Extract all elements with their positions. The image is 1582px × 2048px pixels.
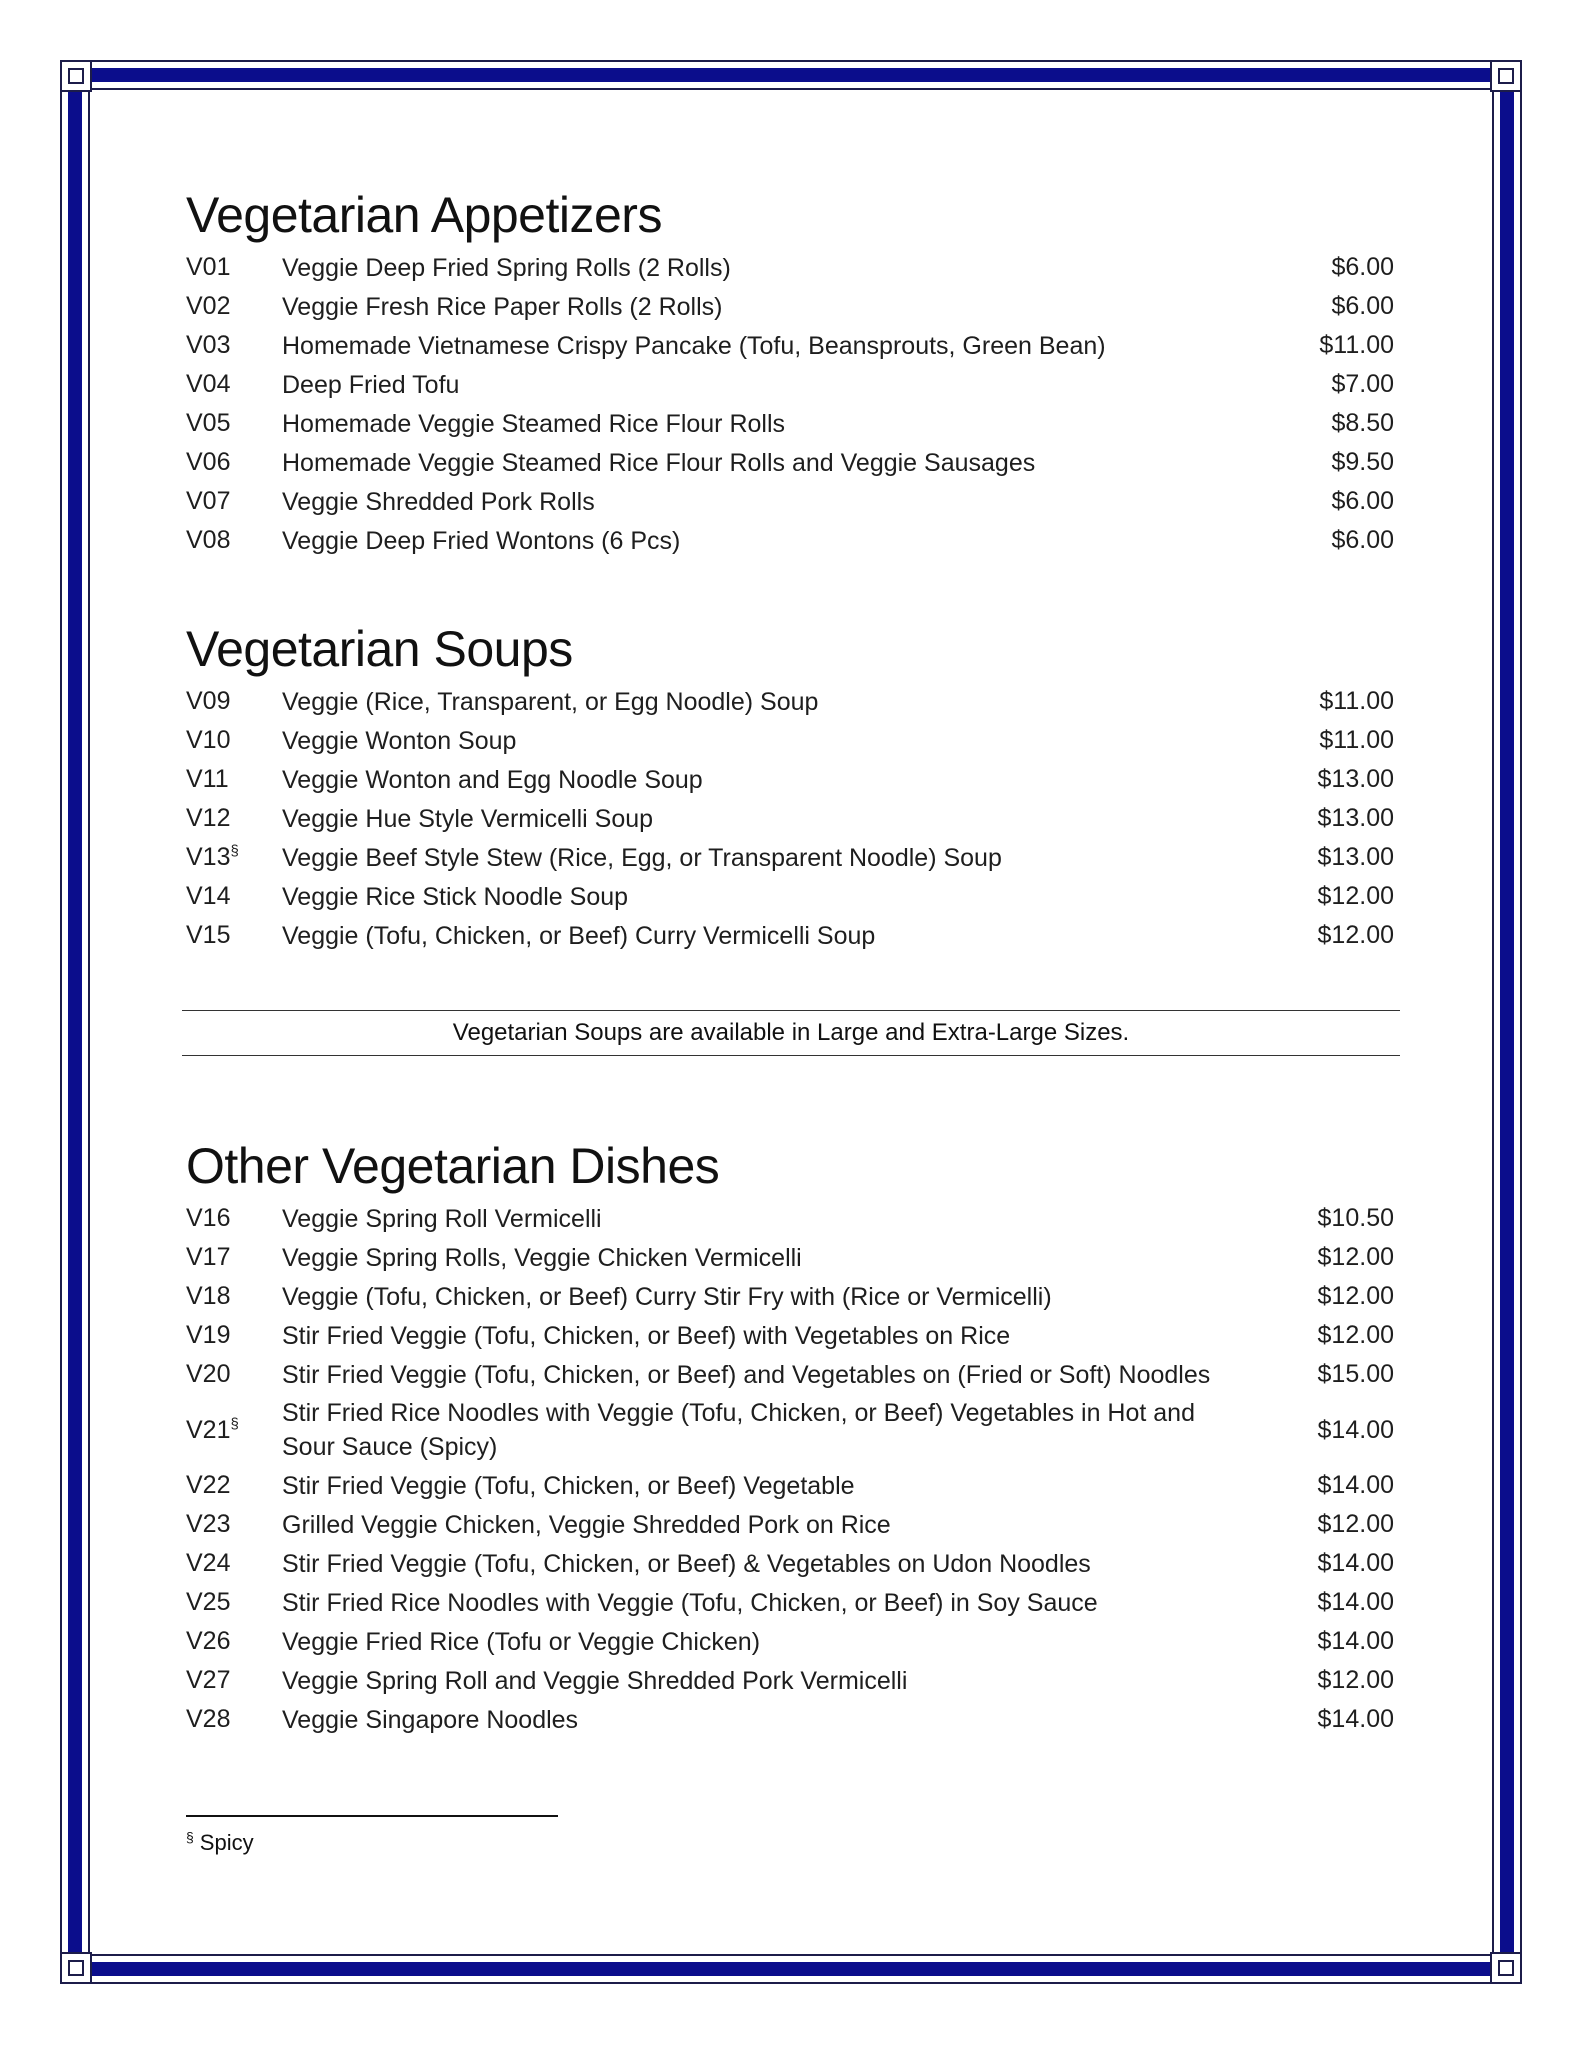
menu-item: [186, 1238, 1394, 1277]
item-name: Veggie Fried Rice (Tofu or Veggie Chicken): [282, 1627, 761, 1656]
item-name: Veggie Spring Roll Vermicelli: [282, 1204, 602, 1233]
item-name: Veggie Deep Fried Wontons (6 Pcs): [282, 526, 681, 555]
item-code-text: V23: [186, 1510, 231, 1538]
item-price: $14.00: [1317, 1415, 1394, 1444]
item-code: [186, 726, 282, 755]
item-code-text: V08: [186, 526, 231, 554]
menu-list-appetizers: [186, 248, 1394, 560]
item-name: Stir Fried Veggie (Tofu, Chicken, or Beef) and Vegetables on (Fried or Soft) Noodles: [282, 1360, 1211, 1389]
item-name: Deep Fried Tofu: [282, 370, 460, 399]
item-name: Veggie (Tofu, Chicken, or Beef) Curry Vermicelli Soup: [282, 921, 876, 950]
item-code-text: V03: [186, 331, 231, 359]
menu-item: [186, 443, 1394, 482]
item-name: Veggie Rice Stick Noodle Soup: [282, 882, 629, 911]
border-corner-ornament: [1490, 1952, 1522, 1984]
item-price: $11.00: [1319, 331, 1394, 359]
menu-item: [186, 1622, 1394, 1661]
item-price: $11.00: [1319, 687, 1394, 715]
item-price: $13.00: [1317, 765, 1394, 793]
item-name: Veggie Deep Fried Spring Rolls (2 Rolls): [282, 253, 731, 282]
item-code-text: V13: [186, 843, 231, 871]
item-price: $12.00: [1317, 921, 1394, 949]
item-price: $14.00: [1317, 1471, 1394, 1499]
item-price: $14.00: [1317, 1627, 1394, 1655]
item-code-text: V18: [186, 1282, 231, 1310]
item-name: Veggie (Tofu, Chicken, or Beef) Curry Stir Fry with (Rice or Vermicelli): [282, 1282, 1052, 1311]
menu-item: [186, 1355, 1394, 1394]
section-title-other-dishes: Other Vegetarian Dishes: [186, 1138, 720, 1194]
menu-item: [186, 760, 1394, 799]
menu-item: [186, 1199, 1394, 1238]
item-price: $12.00: [1317, 882, 1394, 910]
item-code: [186, 1416, 282, 1445]
soups-size-note: Vegetarian Soups are available in Large and Extra-Large Sizes.: [182, 1010, 1400, 1056]
item-code-text: V20: [186, 1360, 231, 1388]
menu-item: [186, 1277, 1394, 1316]
menu-item: [186, 1544, 1394, 1583]
item-code: [186, 1282, 282, 1311]
item-name: Veggie Shredded Pork Rolls: [282, 487, 595, 516]
item-price: $8.50: [1331, 409, 1394, 437]
border-corner-ornament: [1490, 60, 1522, 92]
item-price: $12.00: [1317, 1282, 1394, 1310]
item-price: $14.00: [1317, 1549, 1394, 1577]
menu-item: [186, 365, 1394, 404]
border-corner-ornament: [60, 1952, 92, 1984]
spicy-mark: §: [230, 842, 239, 860]
item-price: $6.00: [1331, 526, 1394, 554]
item-code: [186, 921, 282, 950]
menu-item: [186, 838, 1394, 877]
item-name: Homemade Vietnamese Crispy Pancake (Tofu, Beansprouts, Green Bean): [282, 331, 1106, 360]
item-name: Veggie Beef Style Stew (Rice, Egg, or Transparent Noodle) Soup: [282, 843, 1002, 872]
item-code: [186, 1204, 282, 1233]
item-code: [186, 1471, 282, 1500]
item-price: $14.00: [1317, 1588, 1394, 1616]
menu-item: [186, 1505, 1394, 1544]
item-price: $6.00: [1331, 253, 1394, 281]
item-code: [186, 448, 282, 477]
item-price: $12.00: [1317, 1666, 1394, 1694]
item-code-text: V22: [186, 1471, 231, 1499]
item-price: $12.00: [1317, 1510, 1394, 1538]
item-code: [186, 1321, 282, 1350]
item-code: [186, 765, 282, 794]
menu-list-other-dishes: [186, 1199, 1394, 1739]
item-name: Homemade Veggie Steamed Rice Flour Rolls: [282, 409, 786, 438]
item-price: $9.50: [1331, 448, 1394, 476]
item-code: [186, 292, 282, 321]
item-price: $13.00: [1317, 843, 1394, 871]
item-code-text: V09: [186, 687, 231, 715]
item-name: Veggie Wonton Soup: [282, 726, 517, 755]
item-code: [186, 526, 282, 555]
item-code-text: V07: [186, 487, 231, 515]
item-code: [186, 1243, 282, 1272]
item-price: $6.00: [1331, 487, 1394, 515]
item-price: $11.00: [1319, 726, 1394, 754]
section-title-soups: Vegetarian Soups: [186, 621, 573, 677]
item-price: $13.00: [1317, 804, 1394, 832]
item-price: $14.00: [1317, 1705, 1394, 1733]
item-code: [186, 1627, 282, 1656]
item-price: $12.00: [1317, 1243, 1394, 1271]
menu-item: [186, 404, 1394, 443]
item-name: Stir Fried Veggie (Tofu, Chicken, or Beef) with Vegetables on Rice: [282, 1321, 1011, 1350]
item-code: [186, 1666, 282, 1695]
item-code: [186, 253, 282, 282]
menu-item: [186, 1700, 1394, 1739]
border-corner-ornament: [60, 60, 92, 92]
menu-item: [186, 1661, 1394, 1700]
item-code-text: V04: [186, 370, 231, 398]
item-code-text: V17: [186, 1243, 231, 1271]
menu-item: [186, 1394, 1394, 1466]
item-code: [186, 1549, 282, 1578]
footnote-separator: [186, 1815, 558, 1817]
item-code-text: V10: [186, 726, 231, 754]
item-code-text: V24: [186, 1549, 231, 1577]
menu-item: [186, 482, 1394, 521]
section-title-appetizers: Vegetarian Appetizers: [186, 187, 662, 243]
menu-item: [186, 877, 1394, 916]
menu-item: [186, 248, 1394, 287]
item-name: Veggie Wonton and Egg Noodle Soup: [282, 765, 703, 794]
item-name: Veggie Spring Rolls, Veggie Chicken Vermicelli: [282, 1243, 802, 1272]
item-code-text: V12: [186, 804, 231, 832]
item-name: Veggie Spring Roll and Veggie Shredded Pork Vermicelli: [282, 1666, 908, 1695]
menu-item: [186, 1583, 1394, 1622]
item-code-text: V25: [186, 1588, 231, 1616]
item-code-text: V19: [186, 1321, 231, 1349]
item-code: [186, 487, 282, 516]
menu-item: [186, 916, 1394, 955]
item-code: [186, 409, 282, 438]
item-code-text: V01: [186, 253, 231, 281]
item-code-text: V11: [186, 765, 229, 793]
menu-item: [186, 1316, 1394, 1355]
item-code: [186, 1510, 282, 1539]
menu-item: [186, 682, 1394, 721]
item-code-text: V06: [186, 448, 231, 476]
menu-item: [186, 287, 1394, 326]
item-price: $12.00: [1317, 1321, 1394, 1349]
item-name: Stir Fried Veggie (Tofu, Chicken, or Beef) Vegetable: [282, 1471, 855, 1500]
item-code: [186, 370, 282, 399]
item-name: Veggie Hue Style Vermicelli Soup: [282, 804, 654, 833]
footnote: [186, 1830, 254, 1856]
item-name: Stir Fried Rice Noodles with Veggie (Tofu, Chicken, or Beef) in Soy Sauce: [282, 1588, 1098, 1617]
item-code: [186, 843, 282, 872]
item-code: [186, 1360, 282, 1389]
item-name: Veggie Singapore Noodles: [282, 1705, 579, 1734]
menu-item: [186, 799, 1394, 838]
footnote-mark: §: [186, 1828, 194, 1845]
item-name: Homemade Veggie Steamed Rice Flour Rolls and Veggie Sausages: [282, 448, 1036, 477]
item-price: $6.00: [1331, 292, 1394, 320]
item-code: [186, 331, 282, 360]
menu-item: [186, 721, 1394, 760]
item-code: [186, 804, 282, 833]
item-name: Stir Fried Rice Noodles with Veggie (Tofu, Chicken, or Beef) Vegetables in Hot and Sour Sauce (Spicy): [282, 1399, 1195, 1461]
item-name: Veggie Fresh Rice Paper Rolls (2 Rolls): [282, 292, 723, 321]
item-code-text: V21: [186, 1415, 231, 1444]
menu-item: [186, 326, 1394, 365]
item-code: [186, 1705, 282, 1734]
menu-item: [186, 521, 1394, 560]
footnote-text: Spicy: [199, 1830, 254, 1855]
item-price: $7.00: [1331, 370, 1394, 398]
item-code-text: V26: [186, 1627, 231, 1655]
item-code-text: V15: [186, 921, 231, 949]
item-price: $15.00: [1317, 1360, 1394, 1388]
item-code-text: V14: [186, 882, 231, 910]
item-code: [186, 687, 282, 716]
item-code: [186, 1588, 282, 1617]
item-code-text: V05: [186, 409, 231, 437]
item-code-text: V27: [186, 1666, 231, 1694]
item-name: Grilled Veggie Chicken, Veggie Shredded Pork on Rice: [282, 1510, 891, 1539]
menu-item: [186, 1466, 1394, 1505]
item-code: [186, 882, 282, 911]
item-name: Veggie (Rice, Transparent, or Egg Noodle) Soup: [282, 687, 819, 716]
item-name: Stir Fried Veggie (Tofu, Chicken, or Beef) & Vegetables on Udon Noodles: [282, 1549, 1091, 1578]
menu-list-soups: [186, 682, 1394, 955]
item-code-text: V16: [186, 1204, 231, 1232]
spicy-mark: §: [230, 1415, 239, 1433]
item-code-text: V28: [186, 1705, 231, 1733]
item-code-text: V02: [186, 292, 231, 320]
item-price: $10.50: [1317, 1204, 1394, 1232]
